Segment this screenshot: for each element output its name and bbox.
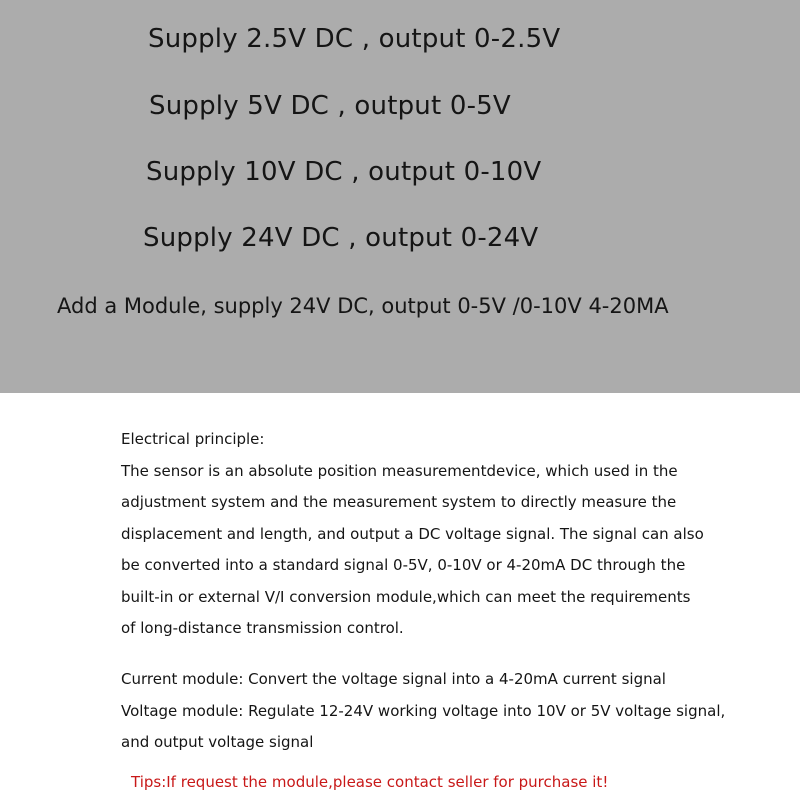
principle-line: The sensor is an absolute position measurementdevice, which used in the [121,461,678,480]
modules-section [121,664,781,759]
supply-option-5v: Supply 5V DC , output 0-5V [149,91,511,121]
supply-option-2-5v: Supply 2.5V DC , output 0-2.5V [148,24,561,54]
principle-heading: Electrical principle: [121,430,265,448]
supply-option-10v: Supply 10V DC , output 0-10V [146,157,542,187]
current-module-description: Current module: Convert the voltage signal into a 4-20mA current signal [121,670,666,688]
electrical-principle-section [121,424,761,645]
tips-notice: Tips:If request the module,please contact seller for purchase it! [131,773,609,791]
supply-option-24v: Supply 24V DC , output 0-24V [143,223,539,253]
principle-line: built-in or external V/I conversion module,which can meet the requirements [121,587,691,606]
voltage-module-description-cont: and output voltage signal [121,733,314,751]
principle-line: of long-distance transmission control. [121,619,404,637]
principle-line: displacement and length, and output a DC voltage signal. The signal can also [121,524,704,543]
supply-options-panel [0,0,800,393]
principle-line: adjustment system and the measurement system to directly measure the [121,493,677,511]
principle-line: be converted into a standard signal 0-5V, 0-10V or 4-20mA DC through the [121,556,686,574]
voltage-module-description: Voltage module: Regulate 12-24V working voltage into 10V or 5V voltage signal, [121,701,726,720]
module-option: Add a Module, supply 24V DC, output 0-5V /0-10V 4-20MA [57,294,669,318]
